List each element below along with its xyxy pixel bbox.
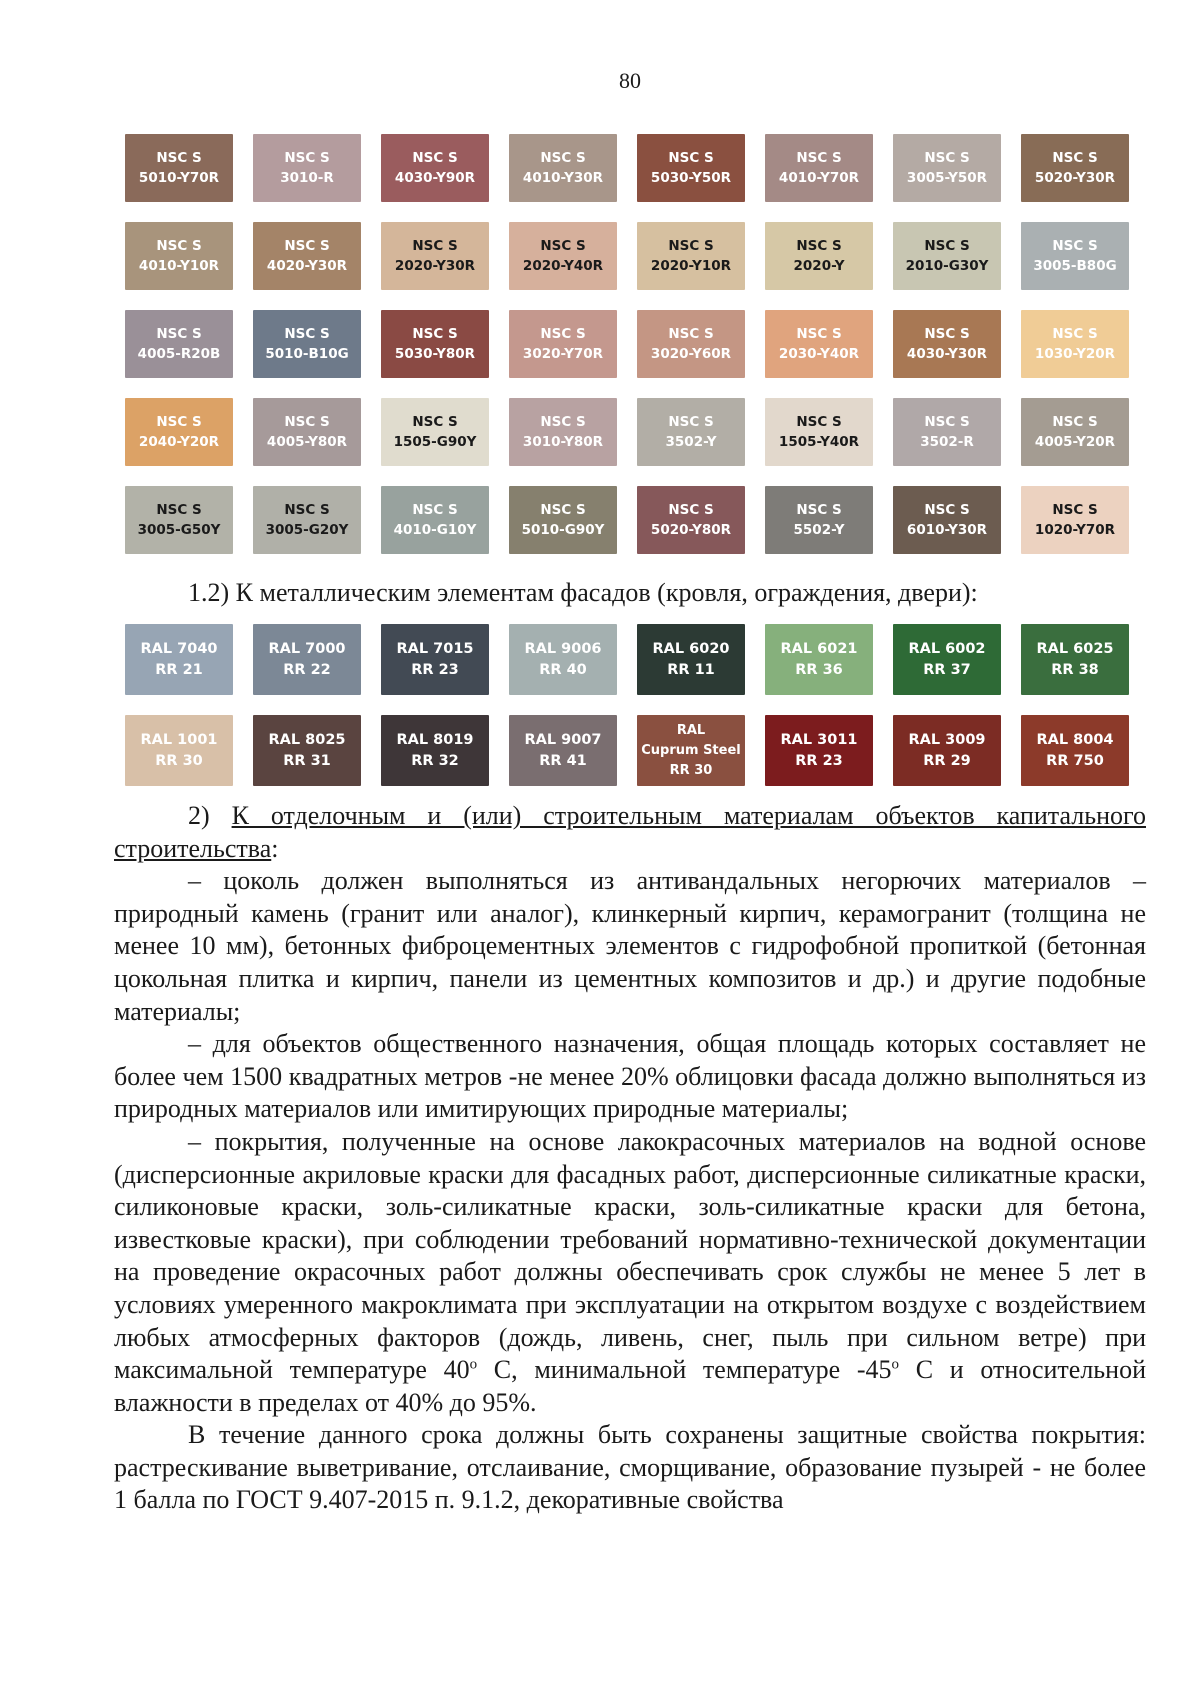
swatch-label: RR 38 (1051, 661, 1099, 678)
nsc-swatch (125, 222, 233, 290)
swatch-code: 2010-G30Y (905, 258, 989, 274)
swatch-code: 3502-R (920, 434, 974, 450)
swatch-label: NSC S (668, 326, 714, 342)
swatch-label: NSC S (1052, 502, 1098, 518)
degree-sign: o (469, 1356, 478, 1373)
ral-swatch (765, 624, 873, 695)
nsc-swatch (1021, 310, 1129, 378)
swatch-label: RR 23 (795, 752, 843, 769)
nsc-swatch (765, 134, 873, 202)
swatch-label: NSC S (668, 414, 714, 430)
bullet-coatings: – покрытия, полученные на основе лакокрасочных материалов на водной основе (дисперсионные акриловые краски для фасадных работ, дисперсионные силикатные краски, силиконовые краски, золь-силикатные краски, золь-силикатные краски для бетона, известковые краски), при соблюдении требований нормативно-технической документации на проведение окрасочных работ должны обеспечивать срок службы не менее 5 лет в условиях умеренного макроклимата при эксплуатации на открытом воздухе с воздействием любых атмосферных факторов (дождь, ливень, снег, пыль при сильном ветре) при максимальной температуре 40$^o$ С, минимальной температуре -45$^o$ С и относительной влажности в пределах от 40% до 95%. (114, 1126, 1146, 1417)
swatch-code: 2030-Y40R (778, 346, 860, 362)
swatch-code: 3005-B80G (1033, 258, 1117, 274)
nsc-swatch (381, 398, 489, 466)
nsc-swatch (125, 398, 233, 466)
swatch-label: RR 22 (283, 661, 331, 678)
swatch-code: 4010-Y30R (522, 170, 604, 186)
ral-swatch (765, 715, 873, 786)
swatch-label: RR 41 (539, 752, 587, 769)
swatch-label: RR 32 (411, 752, 459, 769)
swatch-label: NSC S (796, 502, 842, 518)
swatch-label: RR 21 (155, 661, 203, 678)
nsc-swatch (253, 398, 361, 466)
metal-elements-caption: 1.2) К металлическим элементам фасадов (кровля, ограждения, двери): (188, 578, 978, 607)
swatch-label: NSC S (412, 414, 458, 430)
page-number: 80 (619, 68, 641, 93)
swatch-label: NSC S (924, 150, 970, 166)
swatch-code: 3005-G20Y (265, 522, 349, 538)
swatch-code: 5010-Y70R (138, 170, 220, 186)
swatch-label: RAL 3009 (908, 731, 986, 748)
nsc-swatch (637, 398, 745, 466)
swatch-code: 3502-Y (665, 434, 717, 450)
nsc-swatch (637, 310, 745, 378)
swatch-label: NSC S (156, 502, 202, 518)
paragraph-protective-properties: В течение данного срока должны быть сохранены защитные свойства покрытия: растрескивание выветривание, отслаивание, сморщивание, образование пузырей - не более 1 балла по ГОСТ 9.407-2015 п. 9.1.2, декоративные свойства (114, 1420, 1146, 1515)
nsc-swatch (509, 310, 617, 378)
ral-swatch (125, 715, 233, 786)
swatch-code: 5020-Y30R (1034, 170, 1116, 186)
swatch-label: NSC S (668, 150, 714, 166)
swatch-code: 3020-Y70R (522, 346, 604, 362)
nsc-swatch (381, 222, 489, 290)
degree-sign: o (891, 1356, 900, 1373)
swatch-label: RR 37 (923, 661, 971, 678)
swatch-label: NSC S (924, 502, 970, 518)
swatch-code: 4005-Y80R (266, 434, 348, 450)
nsc-swatch (509, 398, 617, 466)
nsc-swatch (765, 486, 873, 554)
swatch-code: 5030-Y80R (394, 346, 476, 362)
nsc-swatch (893, 486, 1001, 554)
swatch-label: RAL 7015 (396, 640, 474, 657)
swatch-label: RAL 1001 (140, 731, 218, 748)
swatch-code: 5020-Y80R (650, 522, 732, 538)
swatch-label: RAL 7040 (140, 640, 218, 657)
swatch-label: RAL 3011 (780, 731, 858, 748)
swatch-label: NSC S (284, 414, 330, 430)
ral-swatch (893, 624, 1001, 695)
swatch-label: NSC S (1052, 238, 1098, 254)
swatch-label: NSC S (540, 414, 586, 430)
swatch-code: 5502-Y (793, 522, 845, 538)
swatch-label: NSC S (412, 150, 458, 166)
swatch-label: NSC S (924, 326, 970, 342)
swatch-code: 6010-Y30R (906, 522, 988, 538)
ral-swatch (509, 624, 617, 695)
swatch-code: 1505-Y40R (778, 434, 860, 450)
ral-color-palette (125, 624, 1129, 786)
swatch-label: RR 40 (539, 661, 587, 678)
swatch-code: 4010-G10Y (393, 522, 477, 538)
swatch-code: 5030-Y50R (650, 170, 732, 186)
swatch-code: 4030-Y90R (394, 170, 476, 186)
swatch-label: RAL 7000 (268, 640, 346, 657)
swatch-label: NSC S (796, 150, 842, 166)
swatch-label: NSC S (156, 238, 202, 254)
swatch-label: RR 23 (411, 661, 459, 678)
nsc-swatch (509, 486, 617, 554)
swatch-code: 5010-G90Y (521, 522, 605, 538)
swatch-label: NSC S (284, 150, 330, 166)
swatch-label: NSC S (668, 502, 714, 518)
ral-swatch (381, 624, 489, 695)
nsc-swatch (253, 310, 361, 378)
nsc-swatch (253, 222, 361, 290)
swatch-label: NSC S (412, 326, 458, 342)
nsc-swatch (637, 486, 745, 554)
swatch-label: RR 29 (923, 752, 971, 769)
nsc-swatch (893, 398, 1001, 466)
swatch-label: NSC S (284, 326, 330, 342)
swatch-label: NSC S (156, 326, 202, 342)
nsc-swatch (637, 134, 745, 202)
swatch-label: RAL 9007 (524, 731, 602, 748)
swatch-label: NSC S (540, 150, 586, 166)
nsc-swatch (1021, 134, 1129, 202)
swatch-label: RR 31 (283, 752, 331, 769)
nsc-swatch (1021, 398, 1129, 466)
swatch-code: 4005-Y20R (1034, 434, 1116, 450)
swatch-code: 4030-Y30R (906, 346, 988, 362)
nsc-swatch (765, 398, 873, 466)
nsc-swatch (381, 486, 489, 554)
swatch-code: 3010-R (280, 170, 334, 186)
nsc-swatch (765, 310, 873, 378)
bullet-public-buildings: – для объектов общественного назначения, общая площадь которых составляет не более чем 1500 квадратных метров -не менее 20% облицовки фасада должно выполняться из природных материалов или имитирующих природные материалы; (114, 1029, 1146, 1124)
swatch-label: NSC S (412, 238, 458, 254)
swatch-label: NSC S (1052, 414, 1098, 430)
swatch-label: NSC S (156, 414, 202, 430)
nsc-swatch (125, 310, 233, 378)
swatch-code: 2040-Y20R (138, 434, 220, 450)
swatch-code: 2020-Y10R (650, 258, 732, 274)
swatch-code: 1020-Y70R (1034, 522, 1116, 538)
swatch-code: 4010-Y10R (138, 258, 220, 274)
swatch-label: RAL 6020 (652, 640, 730, 657)
ral-swatch (381, 715, 489, 786)
swatch-label: Cuprum Steel (641, 742, 741, 758)
swatch-label: RR 30 (669, 762, 713, 778)
swatch-label: NSC S (796, 326, 842, 342)
swatch-label: RAL 8025 (268, 731, 346, 748)
swatch-label: NSC S (1052, 150, 1098, 166)
nsc-swatch (125, 486, 233, 554)
nsc-swatch (893, 310, 1001, 378)
nsc-swatch (893, 222, 1001, 290)
nsc-color-palette (125, 134, 1129, 554)
nsc-swatch (765, 222, 873, 290)
swatch-code: 4010-Y70R (778, 170, 860, 186)
nsc-swatch (125, 134, 233, 202)
swatch-label: RAL 8019 (396, 731, 474, 748)
ral-swatch (1021, 624, 1129, 695)
nsc-swatch (253, 134, 361, 202)
ral-swatch (509, 715, 617, 786)
swatch-label: RAL 6021 (780, 640, 858, 657)
swatch-code: 4005-R20B (137, 346, 221, 362)
nsc-swatch (509, 134, 617, 202)
swatch-label: NSC S (540, 502, 586, 518)
swatch-label: RAL 6025 (1036, 640, 1114, 657)
nsc-swatch (1021, 222, 1129, 290)
swatch-label: RR 11 (667, 661, 715, 678)
swatch-label: RR 30 (155, 752, 203, 769)
swatch-code: 1030-Y20R (1034, 346, 1116, 362)
swatch-label: NSC S (924, 414, 970, 430)
ral-swatch (253, 715, 361, 786)
ral-swatch (1021, 715, 1129, 786)
swatch-label: NSC S (1052, 326, 1098, 342)
bullet-plinth: – цоколь должен выполняться из антивандальных негорючих материалов – природный камень (гранит или аналог), клинкерный кирпич, керамогранит (толщина не менее 10 мм), бетонных фиброцементных элементов с гидрофобной пропиткой (бетонная цокольная плитка и кирпич, панели из цементных композитов и др.) и другие подобные материалы; (114, 866, 1146, 1026)
body-text (114, 800, 1146, 1517)
swatch-label: NSC S (924, 238, 970, 254)
swatch-label: NSC S (796, 414, 842, 430)
nsc-swatch (381, 134, 489, 202)
swatch-code: 3005-Y50R (906, 170, 988, 186)
swatch-label: RAL 6002 (908, 640, 986, 657)
nsc-swatch (637, 222, 745, 290)
ral-swatch (893, 715, 1001, 786)
swatch-code: 4020-Y30R (266, 258, 348, 274)
swatch-code: 2020-Y30R (394, 258, 476, 274)
swatch-label: NSC S (540, 238, 586, 254)
swatch-label: RAL 8004 (1036, 731, 1114, 748)
ral-swatch (253, 624, 361, 695)
nsc-swatch (509, 222, 617, 290)
ral-swatch (637, 715, 745, 786)
swatch-label: NSC S (284, 238, 330, 254)
swatch-label: NSC S (284, 502, 330, 518)
nsc-swatch (253, 486, 361, 554)
section-2-heading: 2) К отделочным и (или) строительным материалам объектов капитального строительства: (114, 801, 1146, 863)
swatch-label: NSC S (412, 502, 458, 518)
swatch-code: 2020-Y (793, 258, 845, 274)
swatch-label: RAL (676, 722, 706, 738)
swatch-label: NSC S (796, 238, 842, 254)
swatch-code: 2020-Y40R (522, 258, 604, 274)
swatch-code: 3020-Y60R (650, 346, 732, 362)
swatch-label: RR 750 (1046, 752, 1104, 769)
swatch-code: 3010-Y80R (522, 434, 604, 450)
swatch-label: NSC S (668, 238, 714, 254)
swatch-label: NSC S (540, 326, 586, 342)
section-2-heading-underlined: К отделочным и (или) строительным материалам объектов капитального строительства (114, 801, 1146, 863)
swatch-code: 5010-B10G (265, 346, 349, 362)
swatch-code: 3005-G50Y (137, 522, 221, 538)
swatch-label: RR 36 (795, 661, 843, 678)
nsc-swatch (1021, 486, 1129, 554)
swatch-label: RAL 9006 (524, 640, 602, 657)
ral-swatch (637, 624, 745, 695)
swatch-code: 1505-G90Y (393, 434, 477, 450)
nsc-swatch (893, 134, 1001, 202)
ral-swatch (125, 624, 233, 695)
swatch-label: NSC S (156, 150, 202, 166)
nsc-swatch (381, 310, 489, 378)
